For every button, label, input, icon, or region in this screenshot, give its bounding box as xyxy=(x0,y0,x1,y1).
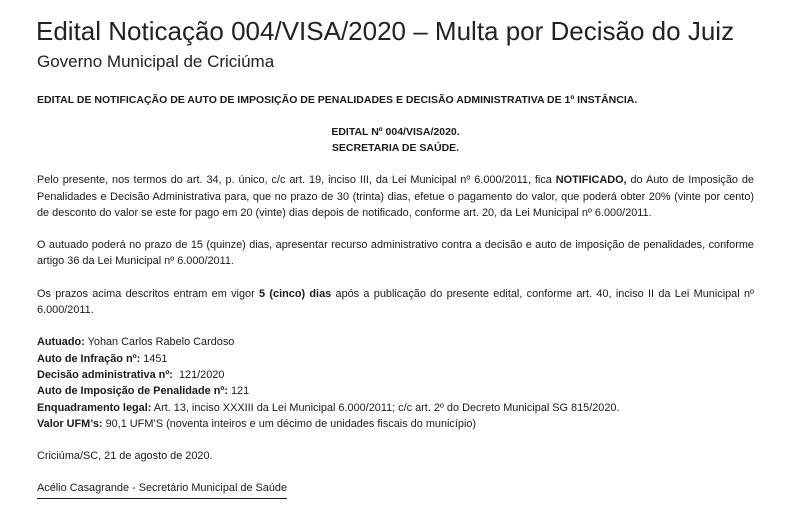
field-label: Valor UFM’s: xyxy=(37,417,103,430)
field-label: Auto de Infração nº: xyxy=(37,352,141,365)
field-autuado xyxy=(37,334,754,350)
paragraph-deadlines-bold: 5 (cinco) dias xyxy=(259,287,332,300)
page-title: Edital Noticação 004/VISA/2020 – Multa por Decisão do Juiz xyxy=(36,16,735,46)
field-value: 1451 xyxy=(140,352,168,365)
field-auto-imposicao xyxy=(37,383,754,399)
signature-line: Acélio Casagrande - Secretário Municipal de Saúde xyxy=(37,480,287,498)
field-value: 121/2020 xyxy=(172,368,225,381)
edital-number: EDITAL Nº 004/VISA/2020. xyxy=(331,126,460,139)
field-label: Auto de Imposição de Penalidade nº: xyxy=(37,385,228,398)
date-line: Criciúma/SC, 21 de agosto de 2020. xyxy=(37,450,213,463)
field-value: Yohan Carlos Rabelo Cardoso xyxy=(84,336,235,349)
paragraph-deadlines xyxy=(37,286,754,319)
paragraph-appeal: O autuado poderá no prazo de 15 (quinze) dias, apresentar recurso administrativo contra a decisão e auto de imposição de penalidades, conforme artigo 36 da Lei Municipal nº 6.000/2011. xyxy=(37,239,754,268)
field-valor-ufm xyxy=(37,416,754,432)
paragraph-deadlines-text-2: após a publicação do presente edital, conforme art. 40, inciso II da Lei Municipal nº 6.000/2011. xyxy=(37,287,754,317)
field-decisao xyxy=(37,367,754,383)
paragraph-notification-text-1: Pelo presente, nos termos do art. 34, p. único, c/c art. 19, inciso III, da Lei Municipal nº 6.000/2011, fica xyxy=(37,174,556,187)
field-label: Decisão administrativa nº: xyxy=(37,368,173,381)
document-body xyxy=(37,92,754,499)
paragraph-notification-text-2: do Auto de Imposição de Penalidades e Decisão Administrativa para, que no prazo de 30 (trinta) dias, efetue o pagamento do valor, que poderá obter 20% (vinte por cento) de desconto do valor se este for pago em 20 (vinte) dias depois de notificado, conforme art. 20, da Lei Municipal nº 6.000/2011. xyxy=(37,174,754,219)
department-name: SECRETARIA DE SAÚDE. xyxy=(331,142,460,155)
paragraph-deadlines-text-1: Os prazos acima descritos entram em vigor xyxy=(37,287,260,300)
field-auto-infracao xyxy=(37,351,754,367)
field-value: Art. 13, inciso XXXIII da Lei Municipal 6.000/2011; c/c art. 2º do Decreto Municipal SG 815/2020. xyxy=(151,401,620,414)
edital-header xyxy=(37,124,754,156)
paragraph-notification-bold: NOTIFICADO, xyxy=(555,174,627,187)
field-value: 121 xyxy=(227,385,250,398)
field-value: 90,1 UFM’S (noventa inteiros e um décimo de unidades fiscais do município) xyxy=(102,417,477,430)
page-subtitle: Governo Municipal de Criciúma xyxy=(37,52,275,71)
case-details xyxy=(37,334,754,432)
document-heading: EDITAL DE NOTIFICAÇÃO DE AUTO DE IMPOSIÇÃO DE PENALIDADES E DECISÃO ADMINISTRATIVA DE 1º INSTÂNCIA. xyxy=(37,94,638,106)
field-label: Autuado: xyxy=(37,336,85,349)
field-label: Enquadramento legal: xyxy=(37,401,152,414)
paragraph-notification xyxy=(37,172,754,221)
field-enquadramento xyxy=(37,400,754,416)
